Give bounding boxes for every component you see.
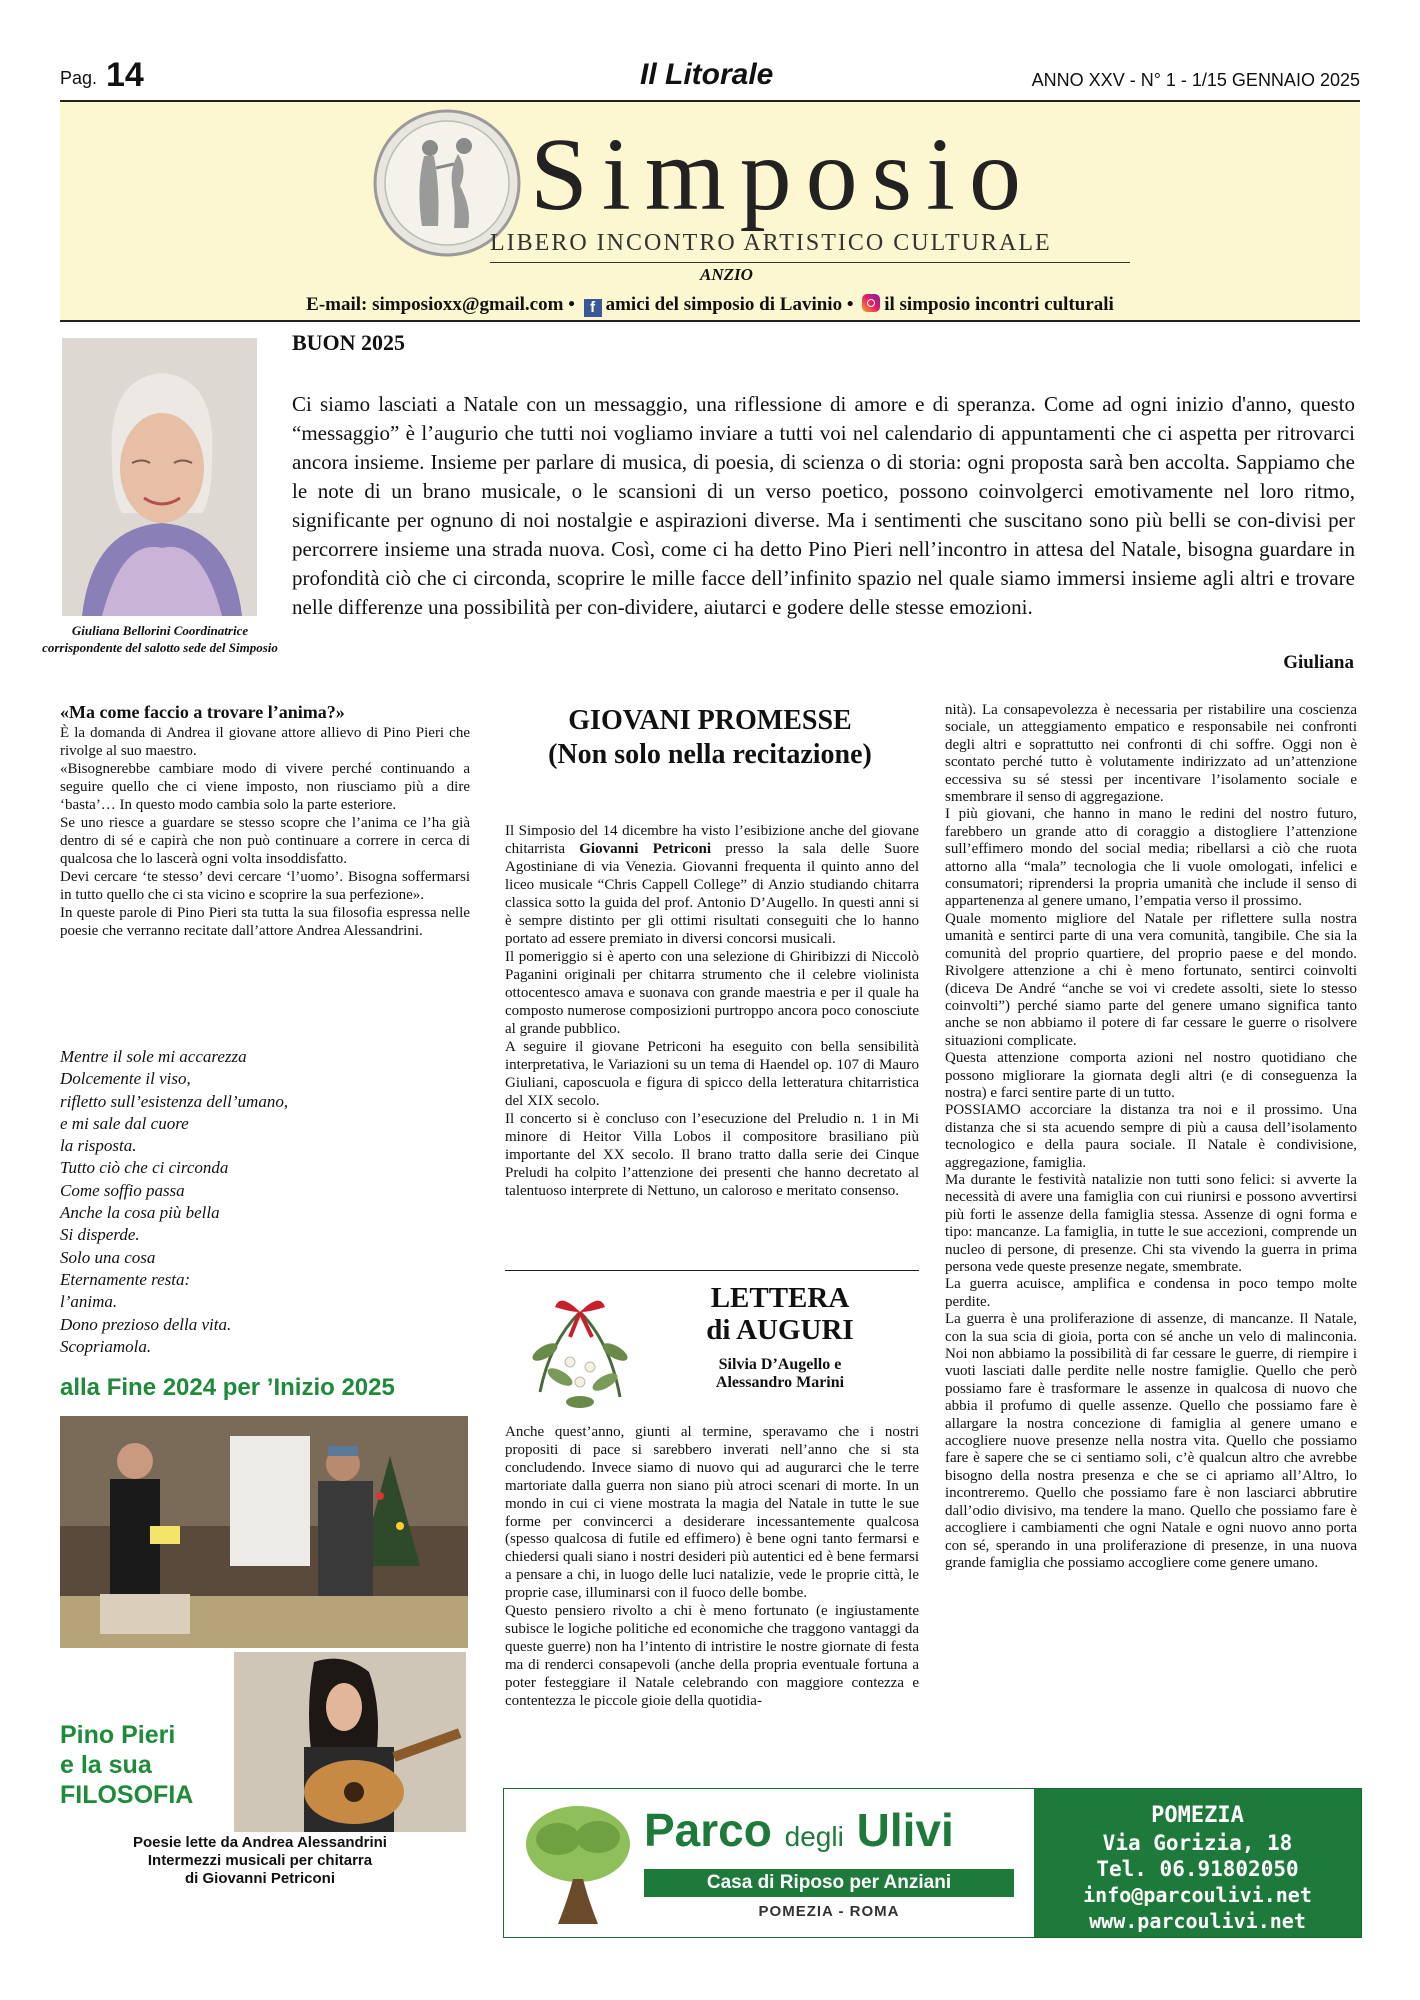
poem-line: l’anima.: [60, 1292, 118, 1312]
page-number: 14: [106, 56, 144, 94]
intro-signature: Giuliana: [1283, 652, 1354, 673]
article-paragraph: Il pomeriggio si è aperto con una selezione di Ghiribizzi di Niccolò Paganini originali per chitarra strumento che il celebre violinista ottocentesco amava e suonava con grande maestria e per il quale ha composto numerose composizioni purtroppo ancora poco conosciute al grande pubblico.: [505, 949, 919, 1037]
page-label: Pag.: [60, 68, 98, 88]
masthead-city: ANZIO: [700, 265, 753, 284]
article-paragraph: POSSIAMO accorciare la distanza tra noi e il prossimo. Una distanza che si sta acuendo sempre di più a causa dell’isolamento tecnologico e della paura sociale. Il Natale è condivisione, aggregazione, famiglia.: [945, 1102, 1357, 1171]
author-line: Silvia D’Augello e: [718, 1356, 842, 1373]
article-paragraph: A seguire il giovane Petriconi ha eseguito con bella sensibilità interpretativa, le Variazioni su un tema di Haendel op. 107 di Mauro Giuliani, caposcuola e figura di spicco della letteratura chitarristica del XIX secolo.: [505, 1039, 919, 1109]
bullet: •: [568, 294, 575, 315]
author-line: Alessandro Marini: [715, 1374, 845, 1391]
article-paragraph: Devi cercare ‘te stesso’ devi cercare ‘l’uomo’. Bisogna soffermarsi in tutto quello che ci sta vicino e scoprire la sua perfezione».: [60, 869, 470, 903]
article-title: GIOVANI PROMESSE: [568, 705, 852, 736]
ad-phone[interactable]: Tel. 06.91802050: [1096, 1857, 1299, 1881]
ad-address: Via Gorizia, 18: [1102, 1831, 1293, 1855]
article-paragraph: Ma durante le festività natalizie non tutti sono felici: si avverte la necessità di avere una famiglia con cui riunirsi e possono avvertirsi più forti le assenze della famiglia stessa. Assenze di ogni forma e tipo: mancanze. La famiglia, in tutte le sue accezioni, comprende un nucleo di persone, di presenze. Chi sta vivendo la guerra in prima persona vede queste presenze negate, smembrate.: [945, 1171, 1357, 1275]
event-photo-reading: [60, 1416, 468, 1648]
event-credits: [60, 1834, 460, 1888]
article-paragraph: La guerra acuisce, amplifica e condensa in poco tempo molte perdite.: [945, 1276, 1357, 1310]
portrait-caption: Giuliana Bellorini Coordinatrice corrispondente del salotto sede del Simposio: [42, 623, 278, 655]
masthead-title: Simposio: [530, 117, 1035, 232]
contact-line: [60, 294, 1360, 317]
brand-word: Ulivi: [856, 1804, 954, 1856]
poem-line: Tutto ciò che ci circonda: [60, 1158, 229, 1178]
pino-title-line: FILOSOFIA: [60, 1781, 194, 1809]
ad-contact-panel: [1034, 1789, 1361, 1937]
newspaper-name: Il Litorale: [640, 58, 774, 91]
poem-line: Eternamente resta:: [60, 1269, 191, 1289]
article-paragraph: La guerra è una proliferazione di assenze, di mancanze. Il Natale, con la sua scia di gioia, porta con sé anche un velo di malinconia. Noi non abbiamo la possibilità di far cessare le guerre, di riempire i vuoti lasciati dalle perdite nelle nostre famiglie. Quello che però possiamo fare è trasformare le assenze in qualcosa di nuovo che abbia il profumo di quelle assenze. Quello che possiamo fare è allargare la nostra concezione di famiglia al genere umano e accogliere nuove presenze nella nostra vita. Quello che possiamo fare è sapere che se ci sentiamo soli, c’è qualcun altro che avrebbe bisogno della nostra presenza e che se ci apriamo all’Altro, lo incontreremo. Quello che possiamo fare è non lasciarci abbrutire dall’odio divisivo, ma tendere la mano. Quello che possiamo fare è accogliere i cambiamenti che ogni Natale e ogni nuovo anno porta con sé, sperando in una proliferazione di presenze, in una nuova grande famiglia che possiamo accogliere come genere umano.: [945, 1311, 1357, 1571]
lettera-body: [505, 1424, 919, 1711]
article-paragraph: È la domanda di Andrea il giovane attore allievo di Pino Pieri che rivolge al suo maestro.: [60, 725, 470, 759]
instagram-contact[interactable]: il simposio incontri culturali: [884, 294, 1114, 315]
article-paragraph: Il concerto si è concluso con l’esecuzione del Preludio n. 1 in Mi minore di Heitor Villa Lobos il compositore brasiliano più importante del XX secolo. Il brano tratto dalla serie dei Cinque Preludi ha colpito l’attenzione dei presenti che hanno decretato al talentuoso interprete di Nettuno, un caloroso e meritato consenso.: [505, 1111, 919, 1199]
article-paragraph: In queste parole di Pino Pieri sta tutta la sua filosofia espressa nelle poesie che verranno recitate dall’attore Andrea Alessandrini.: [60, 905, 470, 939]
olive-tree-icon: [518, 1799, 638, 1929]
brand-word: Parco: [644, 1804, 772, 1856]
instagram-icon: [862, 294, 880, 312]
article-paragraph: I più giovani, che hanno in mano le redini del nostro futuro, farebbero un grande atto di coraggio a distogliere l’attenzione sull’effimero mondo del social media; ribellarsi a ciò che ruota attorno alla “mala” tecnologia che li vuole omologati, infelici e consumatori; riprendersi la propria umanità che include il senso di appartenenza al genere umano, l’empatia verso il prossimo.: [945, 806, 1357, 910]
pino-title-line: e la sua: [60, 1751, 152, 1779]
advertisement[interactable]: [503, 1788, 1362, 1938]
bullet: •: [846, 294, 854, 315]
poem-line: rifletto sull’esistenza dell’umano,: [60, 1091, 289, 1111]
intro-body: Ci siamo lasciati a Natale con un messaggio, una riflessione di amore e di speranza. Come ad ogni inizio d'anno, questo “messaggio” è l’augurio che tutti noi vogliamo inviare a tutti voi nel calendario di appuntamenti che ci aspetta per ritrovarci ancora insieme. Insieme per parlare di musica, di poesia, di scienza o di storia: ogni proposta sarà ben accolta. Sappiamo che le note di un brano musicale, o le scansioni di un verso poetico, possono coinvolgerci emotivamente nel loro ritmo, significante per ognuno di noi nostalgie e aspirazioni diverse. Ma i sentimenti che suscitano sono più belli se con-divisi per percorrere insieme una strada nuova. Così, come ci ha detto Pino Pieri nell’incontro in attesa del Natale, bisogna guardare in profondità ciò che ci circonda, scoprire le mille facce dell’infinito spazio nel quale siamo immersi insieme agli altri e trovare nelle differenze una possibilità per con-dividere, aiutarci e godere delle stesse emozioni.: [292, 392, 1355, 619]
poem-line: Dolcemente il viso,: [60, 1069, 191, 1089]
poem: [60, 1046, 460, 1358]
top-bar: [60, 56, 1360, 102]
email-contact[interactable]: E-mail: simposioxx@gmail.com: [306, 294, 564, 315]
pino-title-line: Pino Pieri: [60, 1721, 176, 1749]
text-run: presso la sala delle Suore Agostiniane di via Venezia. Giovanni frequenta il quinto anno del liceo musicale “Chris Cappell College” di Anzio studiando chitarra classica sotto la guida del prof. Antonio D’Augello. In questi anni si è sempre distinto per gli ottimi risultati conseguiti che lo hanno portato ad essere premiato in diversi concorsi musicali.: [505, 841, 919, 947]
giovani-promesse-heading: [500, 704, 920, 772]
lettera-heading: [680, 1282, 880, 1346]
article-paragraph: «Bisognerebbe cambiare modo di vivere perché continuando a seguire quello che ci viene imposto, non riusciamo più a dire ‘basta’… In questo modo cambia solo la parte esteriore.: [60, 761, 470, 813]
poem-line: Anche la cosa più bella: [60, 1203, 220, 1223]
poem-line: e mi sale dal cuore: [60, 1113, 189, 1133]
left-column-article: [60, 702, 470, 940]
facebook-icon: f: [584, 299, 602, 317]
section-divider: [505, 1270, 919, 1271]
ad-brand-name: [644, 1803, 954, 1857]
issue-info: ANNO XXV - N° 1 - 1/15 GENNAIO 2025: [1031, 70, 1360, 90]
intro-title: BUON 2025: [292, 330, 406, 355]
ad-brand-panel: [504, 1789, 1034, 1937]
article-question: «Ma come faccio a trovare l’anima?»: [60, 702, 345, 722]
article-paragraph: [505, 822, 919, 948]
masthead-subtitle: LIBERO INCONTRO ARTISTICO CULTURALE: [490, 230, 1052, 256]
poem-line: la risposta.: [60, 1136, 137, 1156]
event-photo-guitar: [234, 1652, 466, 1832]
masthead: [60, 102, 1360, 322]
brand-word: degli: [784, 1821, 844, 1852]
article-paragraph: Anche quest’anno, giunti al termine, speravamo che i nostri propositi di pace si sarebbero inverati nell’anno che si sta concludendo. Invece siamo di nuovo qui ad augurarci che le terre martoriate dalla guerra non siano più atroci scenari di morte. In un mondo in cui ci viene mostrata la magia del Natale in tutte le sue forme per convincerci a desiderare incessantemente qualcosa (spesso qualcosa di futile ed effimero) è bene ogni tanto fermarsi e chiedersi quali siano i nostri desideri più autentici ed è bene fermarsi a pensare a chi, in luogo delle luci natalizie, vede le proprie città, le proprie case, illuminarsi con il fuoco delle bombe.: [505, 1424, 919, 1602]
pino-title: [60, 1720, 193, 1810]
article-paragraph: Questa attenzione comporta azioni nel nostro quotidiano che possono migliorare la giornata degli altri (e di conseguenza la nostra) e farci sentire parte di un tutto.: [945, 1050, 1357, 1101]
poem-line: Mentre il sole mi accarezza: [60, 1047, 247, 1066]
article-paragraph: Se uno riesce a guardare se stesso scopre che l’anima ce l’ha già dentro di sé e capirà che non può continuare a correre in cerca di qualcosa che lo lascerà ogni volta insoddisfatto.: [60, 815, 470, 867]
poem-line: Scopriamola.: [60, 1336, 152, 1356]
text-run: Il Simposio del 14 dicembre ha visto l’esibizione anche del giovane chitarrista: [505, 823, 919, 857]
article-paragraph: nità). La consapevolezza è necessaria per ristabilire una coscienza sociale, un atteggiamento empatico e responsabile nei confronti degli altri e soprattutto nei confronti di chi soffre. Oggi non è scontato perché tutto è volutamente indirizzato ad un’attenzione eccessiva su sé stessi per incentivare l’isolamento sociale e smembrare il senso di aggregazione.: [945, 702, 1357, 806]
portrait-photo: [62, 338, 257, 616]
article-paragraph: Quale momento migliore del Natale per riflettere sulla nostra umanità e sentirci parte di una vera comunità, tangibile. Che sia la comunità del proprio quartiere, del proprio paese e del mondo. Rivolgere attenzione a chi è meno fortunato, sentirci coinvolti (diceva De André “anche se voi vi credete assolti, siete lo stesso coinvolti”) perché siamo parte del genere umano significa tanto anche se non abbiamo il potere di far cessare le guerre o risolvere situazioni complicate.: [945, 910, 1357, 1049]
ad-website[interactable]: www.parcoulivi.net: [1089, 1909, 1306, 1933]
giovani-promesse-body: [505, 822, 919, 1200]
article-subtitle: (Non solo nella recitazione): [548, 739, 872, 770]
lettera-continuation: [945, 702, 1357, 1572]
mistletoe-illustration: [510, 1282, 650, 1432]
poem-line: Si disperde.: [60, 1225, 140, 1245]
ad-city: POMEZIA: [1151, 1803, 1244, 1828]
ad-email[interactable]: info@parcoulivi.net: [1083, 1883, 1312, 1907]
event-section-title: alla Fine 2024 per ’Inizio 2025: [60, 1374, 395, 1401]
article-paragraph: Questo pensiero rivolto a chi è meno fortunato (e ingiustamente subisce le logiche politiche ed economiche che traggono vantaggi da queste guerre) non ha l’intento di intristire le nostre giornate di festa ma di renderci consapevoli (anche della propria eventuale fortuna a poter festeggiare il Natale celebrando con maggiore contezza e contentezza le piccole gioie della quotidia-: [505, 1603, 919, 1709]
poem-line: Dono prezioso della vita.: [60, 1314, 232, 1334]
credit-line: Poesie lette da Andrea Alessandrini: [133, 1834, 387, 1851]
credit-line: di Giovanni Petriconi: [184, 1870, 336, 1887]
ad-tagline: Casa di Riposo per Anziani: [644, 1869, 1014, 1897]
performer-name: Giovanni Petriconi: [579, 841, 712, 857]
ad-place: POMEZIA - ROMA: [758, 1903, 900, 1920]
poem-line: Come soffio passa: [60, 1180, 185, 1200]
masthead-divider: [490, 262, 1130, 263]
credit-line: Intermezzi musicali per chitarra: [147, 1852, 373, 1869]
article-title: LETTERA: [710, 1282, 850, 1314]
poem-line: Solo una cosa: [60, 1247, 156, 1267]
article-title: di AUGURI: [706, 1314, 854, 1346]
lettera-authors: [680, 1356, 880, 1392]
facebook-contact[interactable]: amici del simposio di Lavinio: [605, 294, 843, 315]
